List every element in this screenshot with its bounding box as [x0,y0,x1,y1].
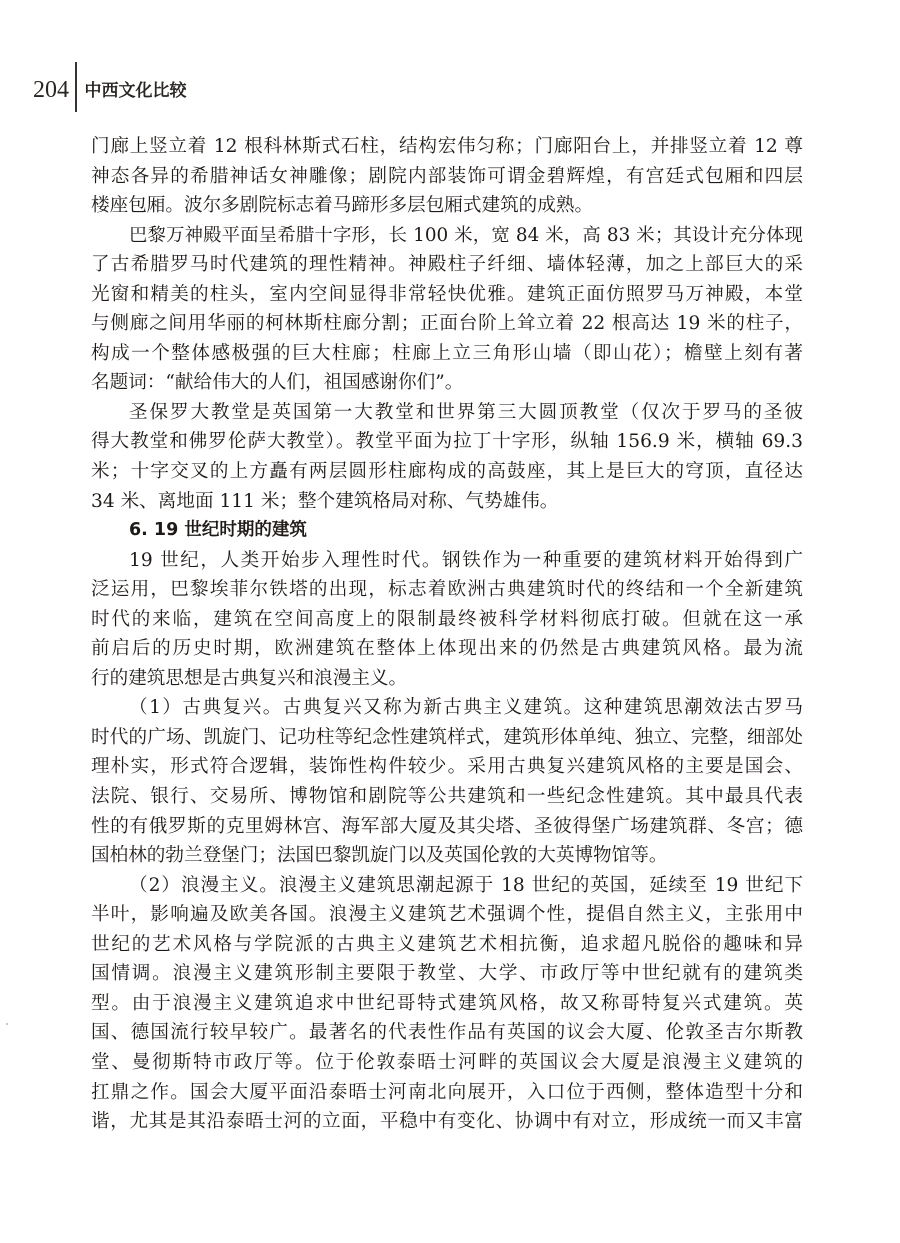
text-line: 行的建筑思想是古典复兴和浪漫主义。 [91,667,408,689]
text-line: 国、德国流行较早较广。最著名的代表性作品有英国的议会大厦、伦敦圣吉尔斯教 [91,1022,803,1044]
text-line: 时代的来临，建筑在空间高度上的限制最终被科学材料彻底打破。但就在这一承 [91,608,803,630]
text-line: 国柏林的勃兰登堡门；法国巴黎凯旋门以及英国伦敦的大英博物馆等。 [91,845,668,867]
text-line: 扛鼎之作。国会大厦平面沿泰晤士河南北向展开，入口位于西侧，整体造型十分和 [91,1081,803,1103]
text-line: 19 世纪，人类开始步入理性时代。钢铁作为一种重要的建筑材料开始得到广 [129,549,803,571]
page-number: 204 [33,77,69,103]
text-line: 型。由于浪漫主义建筑追求中世纪哥特式建筑风格，故又称哥特复兴式建筑。英 [91,992,803,1014]
text-line: 了古希腊罗马时代建筑的理性精神。神殿柱子纤细、墙体轻薄，加之上部巨大的采 [91,254,803,276]
running-title: 中西文化比较 [84,81,187,101]
text-line: 泛运用，巴黎埃菲尔铁塔的出现，标志着欧洲古典建筑时代的终结和一个全新建筑 [91,579,803,601]
text-line: 名题词：“献给伟大的人们，祖国感谢你们”。 [91,372,464,394]
text-line: 构成一个整体感极强的巨大柱廊；柱廊上立三角形山墙（即山花）；檐壁上刻有著 [91,342,803,364]
text-line: 门廊上竖立着 12 根科林斯式石柱，结构宏伟匀称；门廊阳台上，并排竖立着 12 尊 [91,136,803,157]
text-line: 与侧廊之间用华丽的柯林斯柱廊分割；正面台阶上耸立着 22 根高达 19 米的柱子， [91,313,803,335]
text-line: 性的有俄罗斯的克里姆林宫、海军部大厦及其尖塔、圣彼得堡广场建筑群、冬宫；德 [91,815,803,837]
body-text [91,132,803,1137]
text-line: （1）古典复兴。古典复兴又称为新古典主义建筑。这种建筑思潮效法古罗马 [129,697,803,719]
text-line: 圣保罗大教堂是英国第一大教堂和世界第三大圆顶教堂（仅次于罗马的圣彼 [129,401,803,423]
text-line: 神态各异的希腊神话女神雕像；剧院内部装饰可谓金碧辉煌，有宫廷式包厢和四层 [91,165,803,187]
text-line: 楼座包厢。波尔多剧院标志着马蹄形多层包厢式建筑的成熟。 [91,195,594,217]
text-line: 理朴实，形式符合逻辑，装饰性构件较少。采用古典复兴建筑风格的主要是国会、 [91,756,803,778]
text-line: 得大教堂和佛罗伦萨大教堂）。教堂平面为拉丁十字形，纵轴 156.9 米，横轴 69.3 [91,431,803,453]
text-line: 国情调。浪漫主义建筑形制主要限于教堂、大学、市政厅等中世纪就有的建筑类 [91,963,803,985]
text-line: 米；十字交叉的上方矗有两层圆形柱廊构成的高鼓座，其上是巨大的穹顶，直径达 [91,461,803,483]
text-line: 巴黎万神殿平面呈希腊十字形，长 100 米，宽 84 米，高 83 米；其设计充分体现 [129,224,803,246]
page-header [33,62,187,106]
text-line: 半叶，影响遍及欧美各国。浪漫主义建筑艺术强调个性，提倡自然主义，主张用中 [91,904,803,926]
text-line: （2）浪漫主义。浪漫主义建筑思潮起源于 18 世纪的英国，延续至 19 世纪下 [129,874,803,896]
text-line: 法院、银行、交易所、博物馆和剧院等公共建筑和一些纪念性建筑。其中最具代表 [91,786,803,808]
text-line: 堂、曼彻斯特市政厅等。位于伦敦泰晤士河畔的英国议会大厦是浪漫主义建筑的 [91,1051,803,1073]
text-line: 谐，尤其是其沿泰晤士河的立面，平稳中有变化、协调中有对立，形成统一而又丰富 [91,1111,803,1133]
text-line: 光窗和精美的柱头，室内空间显得非常轻快优雅。建筑正面仿照罗马万神殿，本堂 [91,283,803,305]
text-line: 34 米、离地面 111 米；整个建筑格局对称、气势雄伟。 [91,490,559,512]
text-line: 时代的广场、凯旋门、记功柱等纪念性建筑样式，建筑形体单纯、独立、完整，细部处 [91,726,803,748]
header-divider [75,62,77,112]
text-line: 前启后的历史时期，欧洲建筑在整体上体现出来的仍然是古典建筑风格。最为流 [91,638,803,660]
text-line: 世纪的艺术风格与学院派的古典主义建筑艺术相抗衡，追求超凡脱俗的趣味和异 [91,933,803,955]
section-heading: 6. 19 世纪时期的建筑 [129,520,307,541]
scan-speck [6,1023,8,1025]
